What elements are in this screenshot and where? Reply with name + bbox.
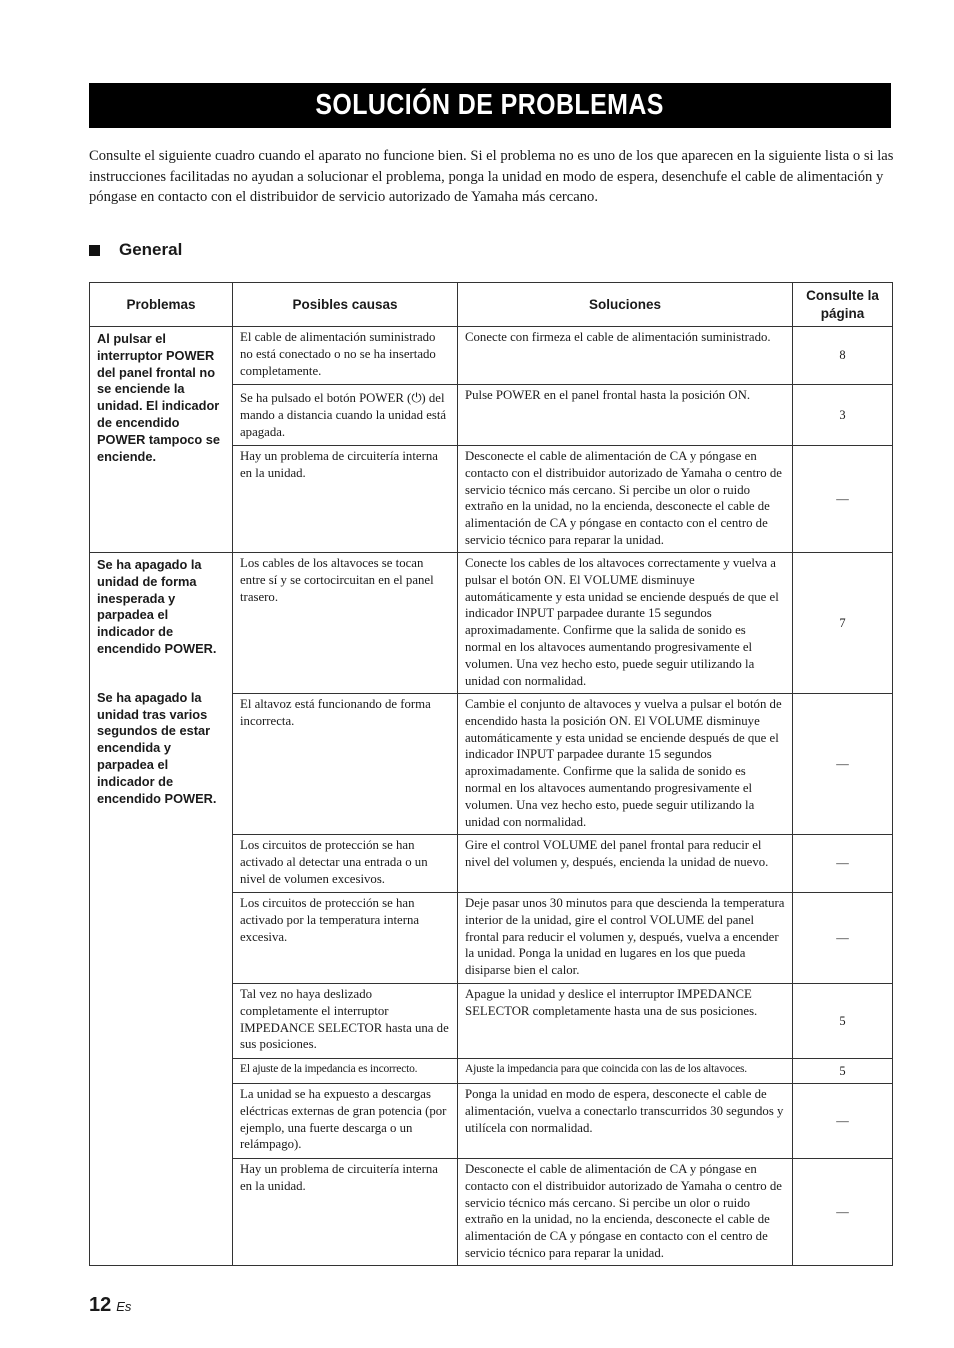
page-cell: 8 bbox=[793, 327, 893, 385]
cause-cell: La unidad se ha expuesto a descargas eléctricas externas de gran potencia (por ejemplo, una fuerte descarga o un relámpago). bbox=[233, 1084, 458, 1159]
solution-cell: Conecte los cables de los altavoces correctamente y vuelva a pulsar el botón ON. El VOLUME disminuye automáticamente y esta unidad se enciende después de que el indicador INPUT parpadee durante 15 segundos aproximadamente. Confirme que la salida de sonido es normal en los altavoces aumentando progresivamente el volumen. Una vez hecho esto, puede seguir utilizando la unidad con normalidad. bbox=[458, 553, 793, 694]
problem-cell bbox=[90, 327, 233, 553]
header-causes: Posibles causas bbox=[233, 283, 458, 327]
table-header-row bbox=[90, 283, 893, 327]
page-cell: — bbox=[793, 893, 893, 984]
header-solutions: Soluciones bbox=[458, 283, 793, 327]
solution-cell: Ajuste la impedancia para que coincida con las de los altavoces. bbox=[458, 1059, 793, 1084]
solution-cell: Ponga la unidad en modo de espera, desconecte el cable de alimentación, vuelva a conectarlo transcurridos 30 segundos y utilícela con normalidad. bbox=[458, 1084, 793, 1159]
problem-text: Se ha apagado la unidad de forma inesperada y parpadea el indicador de encendido POWER. bbox=[97, 557, 217, 656]
problem-text: Se ha apagado la unidad tras varios segundos de estar encendida y parpadea el indicador de encendido POWER. bbox=[97, 689, 217, 806]
page-cell: — bbox=[793, 446, 893, 553]
solution-cell: Desconecte el cable de alimentación de CA y póngase en contacto con el distribuidor autorizado de Yamaha o centro de servicio técnico más cercano. Si percibe un olor o ruido extraño en la unidad, no la encienda, desconecte el cable de alimentación de CA y póngase en contacto con el centro de servicio técnico para reparar la unidad. bbox=[458, 446, 793, 553]
section-title: General bbox=[119, 240, 183, 259]
cause-cell: El ajuste de la impedancia es incorrecto. bbox=[233, 1059, 458, 1084]
solution-cell: Deje pasar unos 30 minutos para que descienda la temperatura interior de la unidad, gire el control VOLUME del panel frontal para reducir el volumen y, después, vuelva a encender la unidad. Ponga la unidad en lugares en los que pueda disiparse bien el calor. bbox=[458, 893, 793, 984]
page-cell: 3 bbox=[793, 385, 893, 446]
page-title-bar bbox=[89, 83, 891, 128]
section-heading bbox=[89, 240, 182, 260]
table-row bbox=[90, 553, 893, 694]
cause-cell: Los cables de los altavoces se tocan entre sí y se cortocircuitan en el panel trasero. bbox=[233, 553, 458, 694]
cause-cell: Hay un problema de circuitería interna en la unidad. bbox=[233, 1159, 458, 1266]
page-cell: — bbox=[793, 694, 893, 835]
solution-cell: Pulse POWER en el panel frontal hasta la posición ON. bbox=[458, 385, 793, 446]
cause-cell: Los circuitos de protección se han activado por la temperatura interna excesiva. bbox=[233, 893, 458, 984]
solution-cell: Cambie el conjunto de altavoces y vuelva a pulsar el botón de encendido hasta la posición ON. El VOLUME disminuye automáticamente y esta unidad se enciende después de que el indicador INPUT parpadee durante 15 segundos aproximadamente. Confirme que la salida de sonido es normal en los altavoces aumentando progresivamente el volumen. Una vez hecho esto, puede seguir utilizando la unidad con normalidad. bbox=[458, 694, 793, 835]
language-code: Es bbox=[116, 1299, 132, 1314]
page-cell: — bbox=[793, 1159, 893, 1266]
cause-cell: Tal vez no haya deslizado completamente el interruptor IMPEDANCE SELECTOR hasta una de sus posiciones. bbox=[233, 984, 458, 1059]
cause-cell: Se ha pulsado el botón POWER (⏻) del mando a distancia cuando la unidad está apagada. bbox=[233, 385, 458, 446]
page-cell: 5 bbox=[793, 1059, 893, 1084]
page-cell: — bbox=[793, 835, 893, 893]
solution-cell: Apague la unidad y deslice el interruptor IMPEDANCE SELECTOR completamente hasta una de sus posiciones. bbox=[458, 984, 793, 1059]
cause-cell: El altavoz está funcionando de forma incorrecta. bbox=[233, 694, 458, 835]
solution-cell: Desconecte el cable de alimentación de CA y póngase en contacto con el distribuidor autorizado de Yamaha o centro de servicio técnico más cercano. Si percibe un olor o ruido extraño en la unidad, no la encienda, desconecte el cable de alimentación de CA y póngase en contacto con el centro de servicio técnico para reparar la unidad. bbox=[458, 1159, 793, 1266]
cause-cell: El cable de alimentación suministrado no está conectado o no se ha insertado completamente. bbox=[233, 327, 458, 385]
cause-cell: Hay un problema de circuitería interna en la unidad. bbox=[233, 446, 458, 553]
problem-cell bbox=[90, 553, 233, 1266]
page-number: 12 bbox=[89, 1294, 112, 1316]
table-row bbox=[90, 327, 893, 385]
square-bullet-icon bbox=[89, 245, 100, 256]
page-cell: — bbox=[793, 1084, 893, 1159]
page-cell: 7 bbox=[793, 553, 893, 694]
header-page: Consulte la página bbox=[793, 283, 893, 327]
page-footer bbox=[89, 1294, 131, 1317]
page-title: SOLUCIÓN DE PROBLEMAS bbox=[315, 89, 665, 121]
page-cell: 5 bbox=[793, 984, 893, 1059]
solution-cell: Conecte con firmeza el cable de alimentación suministrado. bbox=[458, 327, 793, 385]
problem-text: Al pulsar el interruptor POWER del panel frontal no se enciende la unidad. El indicador de encendido POWER tampoco se enciende. bbox=[97, 331, 221, 464]
troubleshooting-table bbox=[89, 282, 893, 1266]
intro-paragraph: Consulte el siguiente cuadro cuando el aparato no funcione bien. Si el problema no es uno de los que aparecen en la siguiente lista o si las instrucciones facilitadas no ayudan a solucionar el problema, ponga la unidad en modo de espera, desenchufe el cable de alimentación y póngase en contacto con el distribuidor de servicio autorizado de Yamaha más cercano. bbox=[89, 148, 894, 205]
solution-cell: Gire el control VOLUME del panel frontal para reducir el nivel del volumen y, después, encienda la unidad de nuevo. bbox=[458, 835, 793, 893]
cause-cell: Los circuitos de protección se han activado al detectar una entrada o un nivel de volumen excesivos. bbox=[233, 835, 458, 893]
header-problem: Problemas bbox=[90, 283, 233, 327]
